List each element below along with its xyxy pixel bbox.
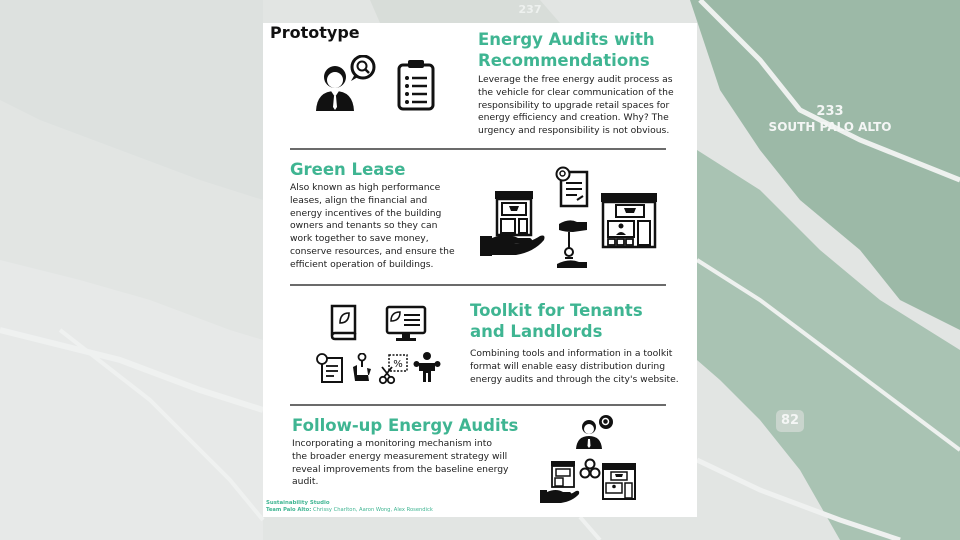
book-icon [329,303,359,341]
document-magnifier-icon [316,353,344,383]
map-route-badge: 82 [780,413,800,428]
divider-2 [290,284,666,286]
percent-coupon-icon [378,353,410,385]
followup-heading: Follow-up Energy Audits [292,416,519,435]
divider-1 [290,148,666,150]
tenant-shop-small-icon [601,462,637,500]
footer-studio: Sustainability Studio [266,500,330,506]
green-lease-heading: Green Lease [290,160,406,179]
hand-key-icon [555,218,591,270]
percent-symbol: % [393,359,403,370]
map-area-number: 233 [816,104,844,119]
storefront-small-icon [550,460,576,488]
map-top-label: 237 [518,3,542,16]
footer-team [266,507,433,514]
followup-body: Incorporating a monitoring mechanism into the broader energy measurement strategy will reveal improvements from the baseline energy audit. [292,438,509,488]
hand-giving-icon [478,228,548,258]
lease-document-icon [555,166,589,208]
audits-heading-line2: Recommendations [478,51,650,70]
toolkit-heading-line2: and Landlords [470,322,603,341]
footer-team-label: Team Palo Alto: [266,507,312,513]
hand-key-small-icon [349,353,375,383]
prototype-sheet [263,23,697,517]
auditor-person-icon [311,55,381,113]
auditor-person-small-icon [573,414,615,450]
map-area-name: SOUTH PALO ALTO [768,120,892,134]
hand-giving-small-icon [539,486,581,504]
footer-team-members: Chrissy Charlton, Aaron Wong, Alex Rosendick [312,507,433,513]
computer-monitor-icon [385,305,427,343]
recycle-cycle-icon [579,458,601,480]
audits-body: Leverage the free energy audit process as the vehicle for clear communication of the responsibility to upgrade retail spaces for energy efficiency and creation. Why? The urgency and responsibility is not obvious. [478,74,674,137]
toolkit-body: Combining tools and information in a toolkit format will enable easy distribution during energy audits and through the city's website. [470,348,679,385]
audits-heading-line1: Energy Audits with [478,30,655,49]
handshake-people-icon [413,351,441,383]
toolkit-heading-line1: Toolkit for Tenants [470,301,643,320]
green-lease-body: Also known as high performance leases, align the financial and energy incentives of the building owners and tenants so they can work together to save money, conserve resources, and ensure the efficient operation of buildings. [290,182,455,270]
page-title: Prototype [270,23,360,42]
clipboard-checklist-icon [396,59,436,111]
tenant-shop-icon [600,191,658,249]
divider-3 [290,404,666,406]
